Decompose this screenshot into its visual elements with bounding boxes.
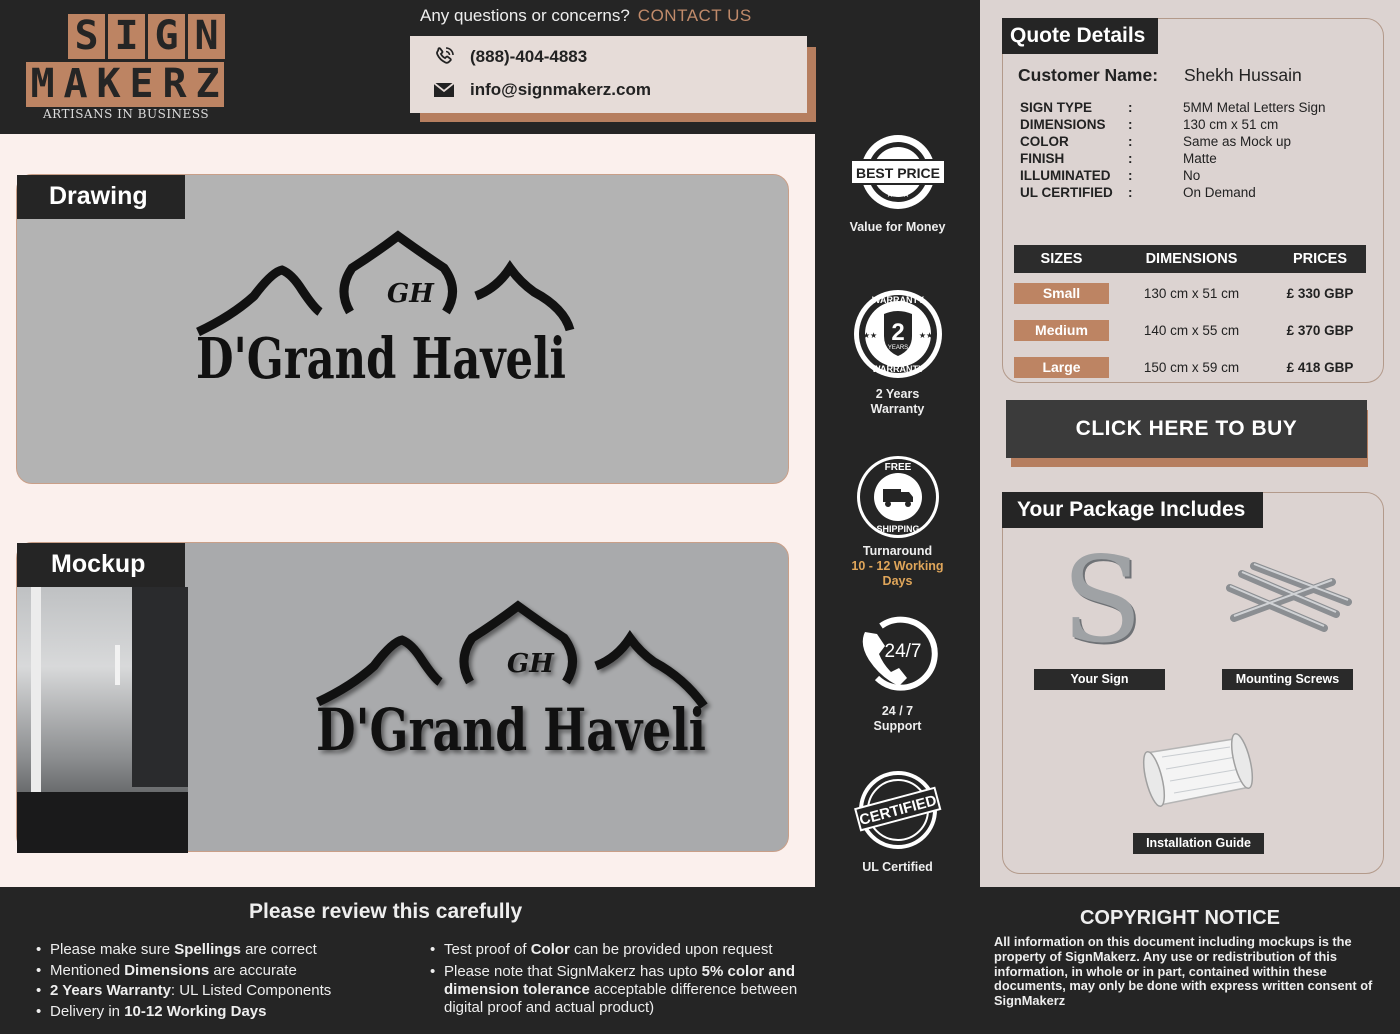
turnaround-days: 10 - 12 Working: [851, 559, 944, 573]
spec-row: [1020, 99, 1326, 116]
metal-letter-s-icon: S: [1061, 531, 1143, 669]
monogram: GH: [387, 279, 434, 309]
size-row[interactable]: [1014, 349, 1366, 386]
spec-row: [1020, 150, 1326, 167]
questions-line: [420, 6, 752, 26]
best-price-caption: Value for Money: [849, 220, 946, 234]
spec-row: [1020, 133, 1326, 150]
footer: [0, 887, 1400, 1034]
turnaround-caption: [815, 544, 980, 589]
spec-colon: :: [1128, 134, 1133, 149]
mockup-logo-artwork: [312, 598, 722, 768]
size-dimensions: 150 cm x 59 cm: [1143, 360, 1240, 375]
size-tag: Large: [1014, 357, 1109, 378]
col-header-dimensions: DIMENSIONS: [1145, 251, 1238, 267]
logo-letter: G: [148, 14, 185, 59]
mockup-photo: [17, 587, 188, 853]
feature-badges: [815, 134, 980, 887]
size-dimensions: 140 cm x 55 cm: [1143, 323, 1240, 338]
warranty-caption: [815, 387, 980, 417]
free-shipping-truck-icon: [856, 455, 940, 539]
logo-letter: I: [108, 14, 145, 59]
contact-us-link[interactable]: CONTACT US: [637, 6, 752, 25]
col-header-sizes: SIZES: [1040, 251, 1083, 267]
warranty-shield-icon: [850, 290, 946, 380]
spec-value: Same as Mock up: [1183, 134, 1292, 149]
logo-text: D'Grand Haveli: [316, 696, 706, 764]
svg-text:★★: ★★: [918, 331, 934, 340]
questions-text: Any questions or concerns?: [420, 6, 630, 25]
spec-key: COLOR: [1020, 134, 1069, 149]
customer-label: Customer Name:: [1018, 65, 1159, 85]
spec-key: SIGN TYPE: [1020, 100, 1093, 115]
spec-key: DIMENSIONS: [1020, 117, 1106, 132]
warranty-number: 2: [891, 319, 905, 346]
package-item-label: Your Sign: [1034, 669, 1165, 690]
spec-value: On Demand: [1183, 185, 1256, 200]
col-header-prices: PRICES: [1293, 251, 1347, 267]
review-list-right: [430, 940, 820, 1017]
spec-colon: :: [1128, 168, 1133, 183]
logo-letter: S: [68, 14, 105, 59]
spec-key: FINISH: [1020, 151, 1065, 166]
logo-text: D'Grand Haveli: [196, 326, 566, 392]
review-list-left: [36, 940, 416, 1022]
svg-text:★★★: ★★★: [885, 189, 911, 199]
spec-row: [1020, 167, 1326, 184]
phone-line[interactable]: [432, 45, 587, 69]
buy-button[interactable]: CLICK HERE TO BUY: [1006, 400, 1367, 458]
warranty-caption-line: 2 Years: [875, 387, 920, 401]
svg-text:★★★: ★★★: [885, 148, 911, 158]
size-row[interactable]: [1014, 312, 1366, 349]
copyright-title: COPYRIGHT NOTICE: [1079, 907, 1280, 929]
email-line[interactable]: [432, 78, 651, 102]
turnaround-line: Turnaround: [862, 544, 933, 558]
shipping-bottom-text: SHIPPING: [876, 524, 920, 534]
logo-letter: E: [125, 62, 158, 107]
review-item: • Please note that SignMakerz has upto 5% color and dimension tolerance acceptable difference between digital proof and actual product): [430, 963, 820, 1017]
dome-right: [476, 268, 570, 330]
spec-colon: :: [1128, 185, 1133, 200]
spec-row: [1020, 116, 1326, 133]
copyright-body: All information on this document including mockups is the property of SignMakerz. Any use or redistribution of this information, in whole or in part, contained within these documents, may only be done with express written consent of SignMakerz: [994, 934, 1373, 1009]
warranty-caption-line: Warranty: [870, 402, 925, 416]
proof-panel: [0, 134, 815, 887]
logo-letter: A: [59, 62, 92, 107]
size-row[interactable]: [1014, 275, 1366, 312]
phone-icon: [432, 45, 456, 69]
review-title: Please review this carefully: [249, 900, 523, 923]
spec-colon: :: [1128, 151, 1133, 166]
email-icon: [432, 78, 456, 102]
size-price: £ 370 GBP: [1286, 323, 1354, 338]
size-table: [1014, 245, 1366, 386]
mockup-card: [16, 542, 789, 852]
spec-row: [1020, 184, 1326, 201]
dome-left: [318, 640, 440, 702]
review-item: • Delivery in 10-12 Working Days: [36, 1002, 416, 1023]
logo-letter: Z: [191, 62, 224, 107]
support-24-7-icon: [857, 614, 939, 694]
certified-text: CERTIFIED: [857, 792, 939, 829]
logo-letter: R: [158, 62, 191, 107]
shipping-top-text: FREE: [884, 462, 912, 473]
spec-key: ILLUMINATED: [1020, 168, 1111, 183]
package-item-label: Installation Guide: [1133, 833, 1264, 854]
spec-key: UL CERTIFIED: [1020, 185, 1113, 200]
spec-value: No: [1183, 168, 1201, 183]
mockup-label: Mockup: [17, 543, 185, 587]
logo-letter: K: [92, 62, 125, 107]
size-tag: Medium: [1014, 320, 1109, 341]
customer-name: Shekh Hussain: [1184, 65, 1302, 85]
floor: [17, 792, 188, 853]
spec-list: [1020, 99, 1326, 201]
dome-left: [198, 270, 320, 332]
certified-stamp-icon: [855, 770, 941, 850]
monogram: GH: [507, 649, 554, 679]
review-item: • Please make sure Spellings are correct: [36, 940, 416, 961]
best-price-seal-icon: [849, 134, 947, 214]
dark-glass: [132, 587, 188, 787]
svg-text:★★: ★★: [862, 331, 878, 340]
email-address: info@signmakerz.com: [470, 80, 651, 99]
warranty-bottom-text: WARRANTY: [872, 364, 924, 374]
spec-colon: :: [1128, 100, 1133, 115]
installation-guide-blueprint-icon: [1138, 733, 1260, 813]
drawing-card: [16, 174, 789, 484]
header: [0, 0, 815, 134]
door-handle: [115, 645, 120, 685]
size-tag: Small: [1014, 283, 1109, 304]
signmakerz-logo[interactable]: [26, 14, 226, 110]
spec-value: 5MM Metal Letters Sign: [1183, 100, 1326, 115]
support-line: 24 / 7: [881, 704, 914, 718]
size-table-header: [1014, 245, 1366, 273]
size-dimensions: 130 cm x 51 cm: [1143, 286, 1240, 301]
package-item-label: Mounting Screws: [1222, 669, 1353, 690]
review-item: • Mentioned Dimensions are accurate: [36, 961, 416, 982]
seal-text: BEST PRICE: [855, 165, 941, 181]
logo-letter: N: [188, 14, 225, 59]
spec-value: 130 cm x 51 cm: [1183, 117, 1279, 132]
warranty-top-text: WARRANTY: [872, 295, 924, 305]
warranty-years: YEARS: [887, 345, 909, 351]
review-item: • Test proof of Color can be provided upon request: [430, 940, 820, 961]
phone-number: (888)-404-4883: [470, 47, 588, 66]
logo-letter: M: [26, 62, 59, 107]
size-price: £ 418 GBP: [1286, 360, 1354, 375]
drawing-label: Drawing: [17, 175, 185, 219]
review-item: • 2 Years Warranty: UL Listed Components: [36, 981, 416, 1002]
turnaround-days-unit: Days: [882, 574, 913, 588]
support-seal-text: 24/7: [884, 641, 922, 662]
spec-value: Matte: [1183, 151, 1217, 166]
quote-title: Quote Details: [1002, 18, 1158, 54]
support-caption: [815, 704, 980, 734]
package-title: Your Package Includes: [1002, 492, 1263, 528]
brand-tagline: ARTISANS IN BUSINESS: [42, 107, 210, 121]
logo-artwork: [192, 230, 602, 390]
support-line: Support: [873, 719, 922, 733]
mounting-screws-icon: [1224, 562, 1352, 646]
spec-colon: :: [1128, 117, 1133, 132]
certified-caption: UL Certified: [862, 860, 933, 874]
size-price: £ 330 GBP: [1286, 286, 1354, 301]
